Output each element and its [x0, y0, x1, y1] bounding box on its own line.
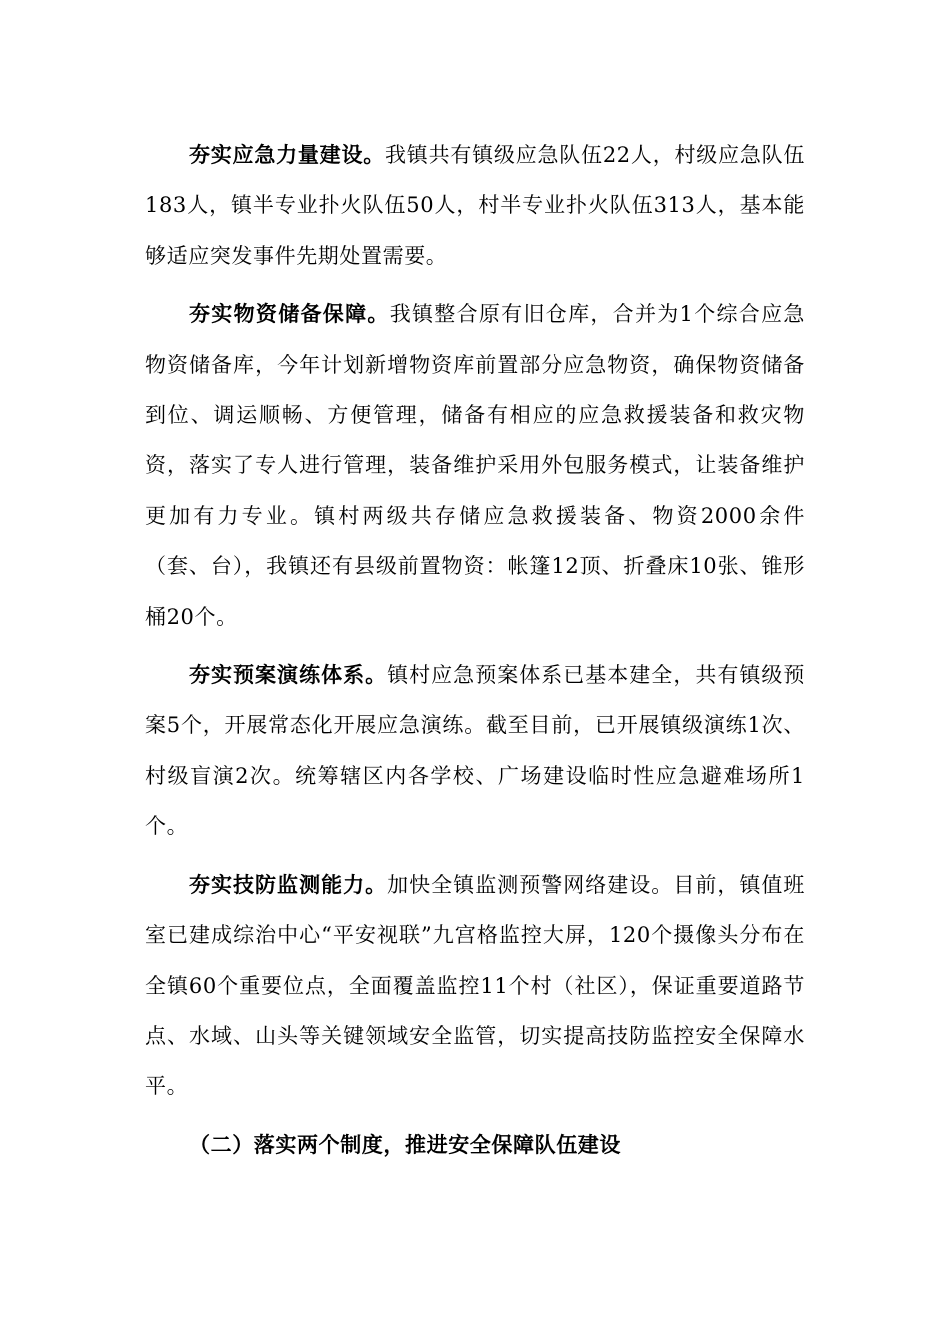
paragraph-body: 镇村应急预案体系已基本建全，共有镇级预案5个，开展常态化开展应急演练。截至目前，已开展镇级演练1次、村级盲演2次。统筹辖区内各学校、广场建设临时性应急避难场所1个。 [145, 663, 805, 839]
paragraph-emergency-forces [145, 130, 805, 281]
paragraph-lead: 夯实物资储备保障。 [189, 301, 390, 327]
paragraph-lead: 夯实技防监测能力。 [189, 871, 388, 897]
section-heading: （二）落实两个制度，推进安全保障队伍建设 [189, 1132, 621, 1157]
document-body [145, 130, 805, 1170]
paragraph-body: 加快全镇监测预警网络建设。目前，镇值班室已建成综治中心“平安视联”九宫格监控大屏，120个摄像头分布在全镇60个重要位点，全面覆盖监控11个村（社区），保证重要道路节点、水域、山头等关键领域安全监管，切实提高技防监控安全保障水平。 [145, 872, 805, 1099]
paragraph-material-reserves [145, 289, 805, 642]
paragraph-lead: 夯实预案演练体系。 [189, 662, 388, 688]
paragraph-lead: 夯实应急力量建设。 [189, 142, 386, 167]
paragraph-body: 我镇整合原有旧仓库，合并为1个综合应急物资储备库，今年计划新增物资库前置部分应急物资，确保物资储备到位、调运顺畅、方便管理，储备有相应的应急救援装备和救灾物资，落实了专人进行管理，装备维护采用外包服务模式，让装备维护更加有力专业。镇村两级共存储应急救援装备、物资2000余件（套、台），我镇还有县级前置物资：帐篷12顶、折叠床10张、锥形桶20个。 [145, 302, 805, 629]
paragraph-monitoring-capability [145, 860, 805, 1112]
paragraph-drill-system [145, 650, 805, 852]
paragraph-body: 我镇共有镇级应急队伍22人，村级应急队伍183人，镇半专业扑火队伍50人，村半专业扑火队伍313人，基本能够适应突发事件先期处置需要。 [145, 143, 805, 268]
